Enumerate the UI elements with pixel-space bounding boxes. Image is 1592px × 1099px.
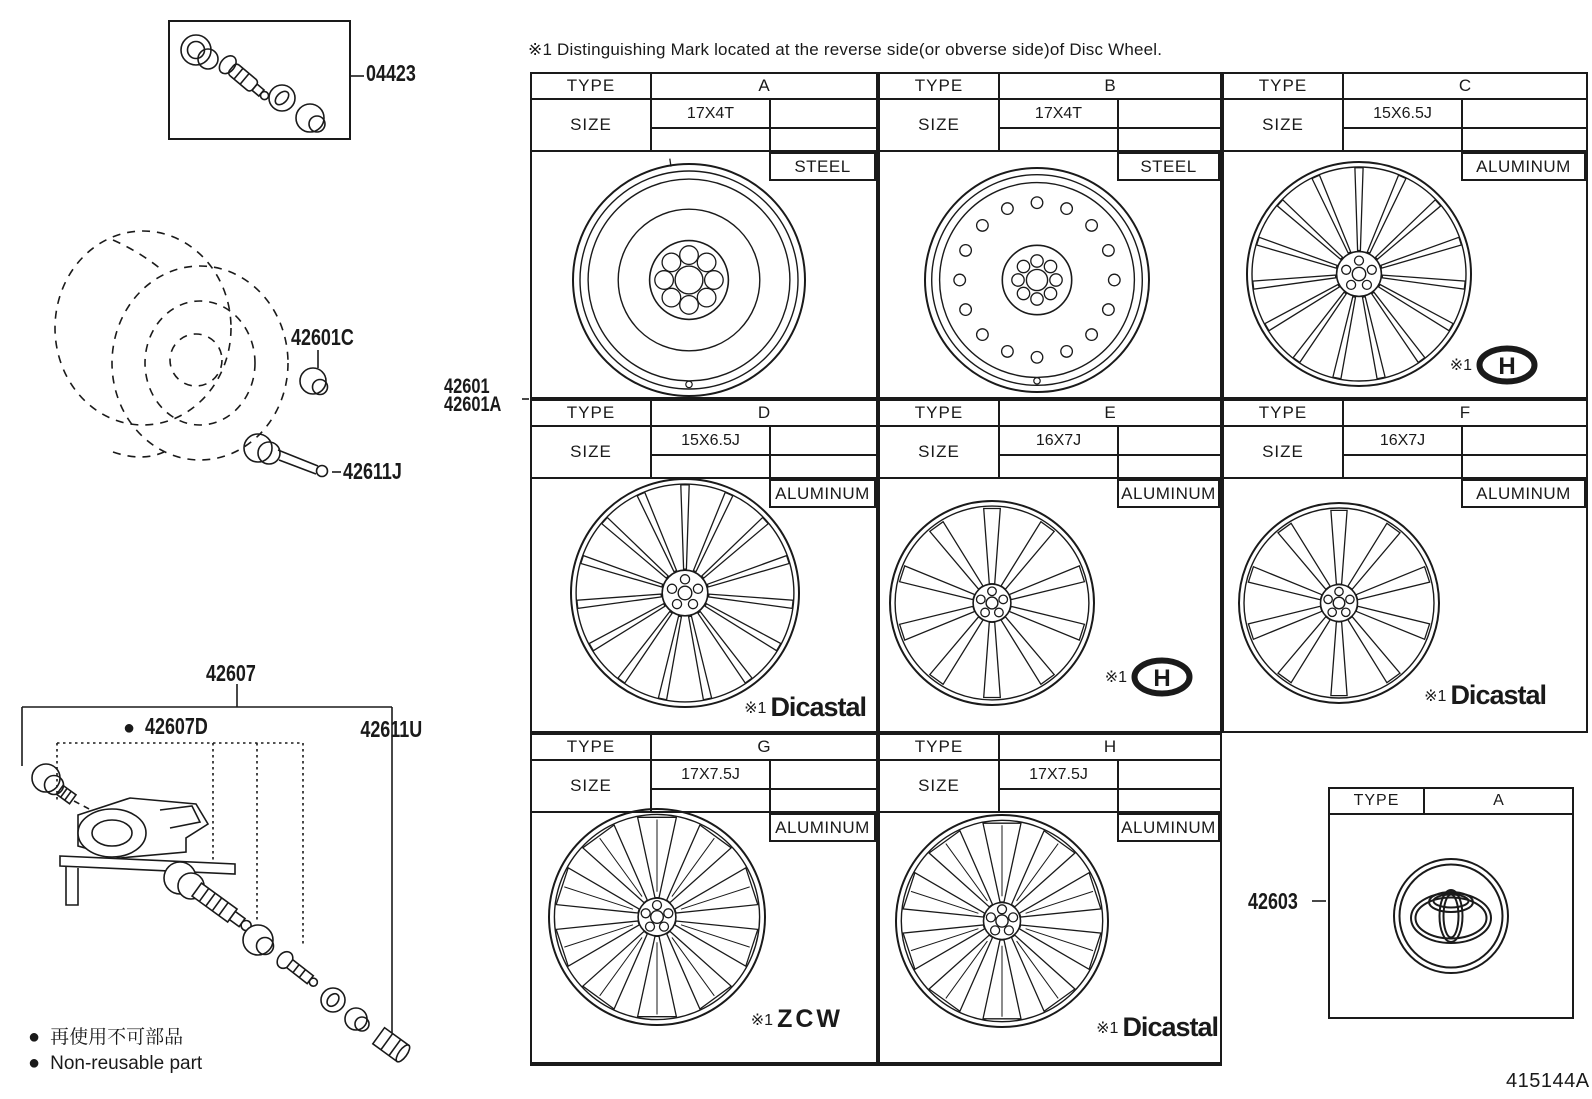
ref-mark: ※1 bbox=[1096, 1019, 1119, 1037]
size-label: SIZE bbox=[1224, 427, 1344, 477]
cap-type-label: TYPE bbox=[1330, 789, 1425, 813]
part-number-42611U[interactable]: 42611U bbox=[358, 716, 425, 743]
oval-h-logo-icon bbox=[1476, 344, 1538, 386]
oval-h-logo-icon bbox=[1131, 656, 1193, 698]
material-label: ALUMINUM bbox=[1461, 479, 1586, 508]
non-reusable-bullet-icon: ● bbox=[123, 717, 136, 739]
type-label: TYPE bbox=[1224, 401, 1344, 425]
cap-type-value: A bbox=[1493, 792, 1504, 809]
size-label: SIZE bbox=[1224, 100, 1344, 150]
part-number-42607[interactable]: 42607 bbox=[206, 660, 256, 686]
size-label: SIZE bbox=[532, 427, 652, 477]
manufacturer-mark bbox=[1450, 344, 1538, 386]
size-value: 17X7.5J bbox=[1029, 765, 1088, 783]
type-label: TYPE bbox=[532, 735, 652, 759]
svg-text:H: H bbox=[1153, 665, 1171, 692]
size-label: SIZE bbox=[880, 761, 1000, 811]
ref-mark: ※1 bbox=[1104, 669, 1127, 686]
non-reusable-bullet-icon: ● bbox=[28, 1026, 41, 1048]
size-value: 16X7J bbox=[1379, 431, 1426, 449]
type-label: TYPE bbox=[880, 735, 1000, 759]
svg-text:H: H bbox=[1498, 353, 1516, 380]
ref-mark: ※1 bbox=[750, 1011, 774, 1029]
material-label: ALUMINUM bbox=[769, 813, 876, 842]
footnote-distinguishing-mark: ※1 Distinguishing Mark located at the reverse side(or obverse side)of Disc Wheel. bbox=[528, 40, 1163, 59]
dicastal-logo: Dicastal bbox=[770, 692, 866, 722]
figure-code: 415144A bbox=[1506, 1070, 1590, 1092]
type-label: TYPE bbox=[532, 74, 652, 98]
dicastal-logo: Dicastal bbox=[1450, 680, 1546, 710]
material-label: ALUMINUM bbox=[1117, 479, 1220, 508]
manufacturer-mark bbox=[1424, 680, 1546, 711]
zcw-logo: ZCW bbox=[777, 1005, 843, 1033]
part-number-42601C[interactable]: 42601C bbox=[291, 324, 354, 350]
size-value: 17X7.5J bbox=[681, 765, 740, 783]
ref-mark: ※1 bbox=[1449, 357, 1472, 374]
material-label: STEEL bbox=[1117, 152, 1220, 181]
part-number-04423[interactable]: 04423 bbox=[366, 60, 416, 86]
material-label: STEEL bbox=[769, 152, 876, 181]
type-label: TYPE bbox=[880, 74, 1000, 98]
size-label: SIZE bbox=[880, 427, 1000, 477]
legend-en-text: Non-reusable part bbox=[50, 1053, 203, 1074]
material-label: ALUMINUM bbox=[769, 479, 876, 508]
type-value: A bbox=[758, 76, 770, 95]
size-value: 15X6.5J bbox=[681, 431, 740, 449]
ref-mark: ※1 bbox=[744, 699, 767, 717]
type-label: TYPE bbox=[532, 401, 652, 425]
manufacturer-mark bbox=[751, 1005, 843, 1034]
size-value: 17X4T bbox=[686, 104, 735, 122]
part-number-42611J[interactable]: 42611J bbox=[343, 458, 402, 484]
type-value: D bbox=[757, 403, 771, 422]
type-value: H bbox=[1103, 737, 1117, 756]
part-number-42607D[interactable]: 42607D bbox=[145, 713, 208, 739]
dicastal-logo: Dicastal bbox=[1122, 1012, 1218, 1042]
material-label: ALUMINUM bbox=[1117, 813, 1220, 842]
size-value: 16X7J bbox=[1035, 431, 1082, 449]
type-value: F bbox=[1459, 403, 1471, 422]
size-label: SIZE bbox=[532, 100, 652, 150]
size-label: SIZE bbox=[880, 100, 1000, 150]
manufacturer-mark bbox=[744, 692, 866, 723]
size-label: SIZE bbox=[532, 761, 652, 811]
manufacturer-mark bbox=[1096, 1012, 1218, 1043]
size-value: 15X6.5J bbox=[1373, 104, 1432, 122]
type-value: G bbox=[757, 737, 771, 756]
part-number-42601A[interactable]: 42601A bbox=[444, 393, 502, 416]
part-number-42603[interactable]: 42603 bbox=[1248, 888, 1298, 914]
type-value: B bbox=[1104, 76, 1116, 95]
part-number-42601[interactable]: 42601 bbox=[444, 375, 490, 398]
manufacturer-mark bbox=[1105, 656, 1193, 698]
type-label: TYPE bbox=[1224, 74, 1344, 98]
ref-mark: ※1 bbox=[1424, 687, 1447, 705]
type-label: TYPE bbox=[880, 401, 1000, 425]
material-label: ALUMINUM bbox=[1461, 152, 1586, 181]
size-value: 17X4T bbox=[1034, 104, 1083, 122]
type-value: E bbox=[1104, 403, 1116, 422]
non-reusable-bullet-icon: ● bbox=[28, 1052, 41, 1074]
legend-jp-text: 再使用不可部品 bbox=[50, 1027, 184, 1048]
type-value: C bbox=[1458, 76, 1472, 95]
